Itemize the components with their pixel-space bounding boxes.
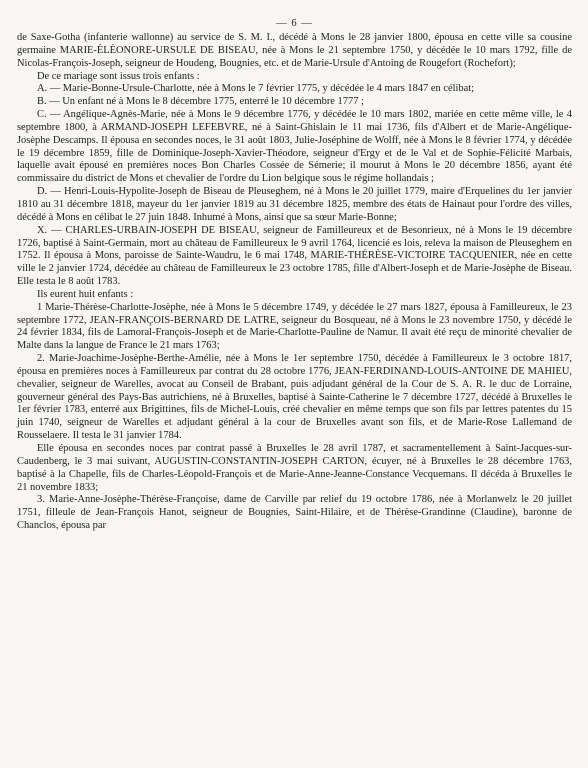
paragraph-generation-x: X. — CHARLES-URBAIN-JOSEPH DE BISEAU, seigneur de Familleureux et de Besonrieux, né à Mons le 19 décembre 1726, baptisé à Saint-Germain, mort au château de Familleureux le 9 avril 1764, licencié es lois, releva la maison de Pleuseghem en 1752. Il épousa à Mons, paroisse de Sainte-Waudru, le 6 mai 1748, MARIE-THÉRÈSE-VICTOIRE TACQUENIER, née en cette ville le 2 janvier 1724, décédée au château de Familleureux le 23 octobre 1785, fille d'Albert-Joseph et de Marie-Josèphe de Biseau. Elle testa le 8 août 1783. — [17, 224, 572, 288]
paragraph-children-intro: De ce mariage sont issus trois enfants : — [37, 70, 200, 82]
paragraph-child-a: A. — Marie-Bonne-Ursule-Charlotte, née à Mons le 7 février 1775, y décédée le 4 mars 1847 en célibat; — [37, 83, 475, 95]
paragraph-child-3: 3. Marie-Anne-Josèphe-Thérèse-Françoise, dame de Carville par relief du 19 octobre 1786, née à Morlanwelz le 20 juillet 1751, filleule de Jean-François Hanot, seigneur de Bougnies, Saint-Hilaire, et de Thérèse-Grandinne (Claudine), baronne de Chanclos, épousa par — [17, 494, 572, 532]
paragraph-child-b: B. — Un enfant né à Mons le 8 décembre 1775, enterré le 10 décembre 1777 ; — [37, 96, 364, 108]
paragraph-child-2: 2. Marie-Joachime-Josèphe-Berthe-Amélie, née à Mons le 1er septembre 1750, décédée à Familleureux le 3 octobre 1817, épousa en premières noces à Familleureux par contrat du 28 octobre 1776, JEAN-FERDINAND-LOUIS-ANTOINE DE MAHIEU, chevalier, seigneur de Warelles, avocat au Conseil de Brabant, puis adjudant général de la Cour de S. A. R. le duc de Lorraine, gouverneur général des Pays-Bas autrichiens, né à Bruxelles, baptisé à Sainte-Catherine le 7 décembre 1727, décédé à Bruxelles le 1er février 1783, enterré aux Brigittines, fils de Michel-Louis, créé chevalier en même temps que son fils par lettres patentes du 15 juin 1740, seigneur de Warelles et adjudant général à la cour de Bruxelles avant son fils, et de Marie-Rose Lallemand de Rousselaere. Il testa le 31 janvier 1784. — [17, 353, 572, 442]
page-number: — 6 — — [276, 18, 313, 29]
paragraph-child-d: D. — Henri-Louis-Hypolite-Joseph de Biseau de Pleuseghem, né à Mons le 20 juillet 1779, maire d'Erquelines du 1er janvier 1810 au 31 décembre 1818, mayeur du 1er janvier 1819 au 31 décembre 1825, membre des états de Hainaut pour l'ordre des villes, décédé à Mons en célibat le 27 juin 1848. Inhumé à Mons, ainsi que sa sœur Marie-Bonne; — [17, 186, 572, 223]
paragraph-continuation: de Saxe-Gotha (infanterie wallonne) au service de S. M. I., décédé à Mons le 28 janvier 1800, épousa en cette ville sa cousine germaine MARIE-ÉLÉONORE-URSULE DE BISEAU, née à Mons le 21 septembre 1750, y décédée le 10 mars 1792, fille de Nicolas-François-Joseph, seigneur de Houdeng, Bougnies, etc. et de Marie-Ursule d'Antoing de Rougefort (Rochefort); — [17, 32, 572, 69]
paragraph-eight-children-intro: Ils eurent huit enfants : — [37, 288, 134, 300]
body-text — [17, 32, 572, 533]
paragraph-child-c: C. — Angélique-Agnès-Marie, née à Mons le 9 décembre 1776, y décédée le 10 mars 1802, mariée en cette même ville, le 4 septembre 1800, à ARMAND-JOSEPH LEFEBVRE, né à Saint-Ghislain le 11 mai 1736, fils d'Albert et de Marie-Angélique-Josèphe Descamps. Il épousa en secondes noces, le 31 août 1803, Julie-Joséphine de Wolff, née à Mons le 8 février 1774, y décédée le 19 décembre 1859, fille de Dominique-Joseph-Xavier-Théodore, seigneur d'Ergy et de le Val et de Sophie-Félicité Marbais, laquelle avait épousé en premières noces Bon Charles Cossée de Sémerie; il mourut à Mons le 20 décembre 1856, ayant été commissaire du district de Mons et chevalier de l'ordre du Lion belgique sous le régime hollandais ; — [17, 109, 572, 185]
paragraph-child-1: 1 Marie-Thérèse-Charlotte-Josèphe, née à Mons le 5 décembre 1749, y décédée le 27 mars 1827, épousa à Familleureux, le 23 septembre 1772, JEAN-FRANÇOIS-BERNARD DE LATRE, seigneur du Bosqueau, né à Mons le 23 novembre 1750, y décédé le 24 février 1834, fils de Lamoral-François-Joseph et de Marie-Charlotte-Pauline de Namur. Il avait été reçu de minorité chevalier de Malte dans la langue de France le 21 mars 1763; — [17, 301, 572, 352]
paragraph-second-marriage: Elle épousa en secondes noces par contrat passé à Bruxelles le 28 avril 1787, et sacramentellement à Saint-Jacques-sur-Caudenberg, le 3 mai suivant, AUGUSTIN-CONSTANTIN-JOSEPH CARTON, écuyer, né à Bruxelles le 28 décembre 1763, baptisé à la Chapelle, fils de Charles-Léopold-François et de Marie-Anne-Jeanne-Constance Vecquemans. Il décéda à Bruxelles le 21 novembre 1833; — [17, 443, 572, 493]
